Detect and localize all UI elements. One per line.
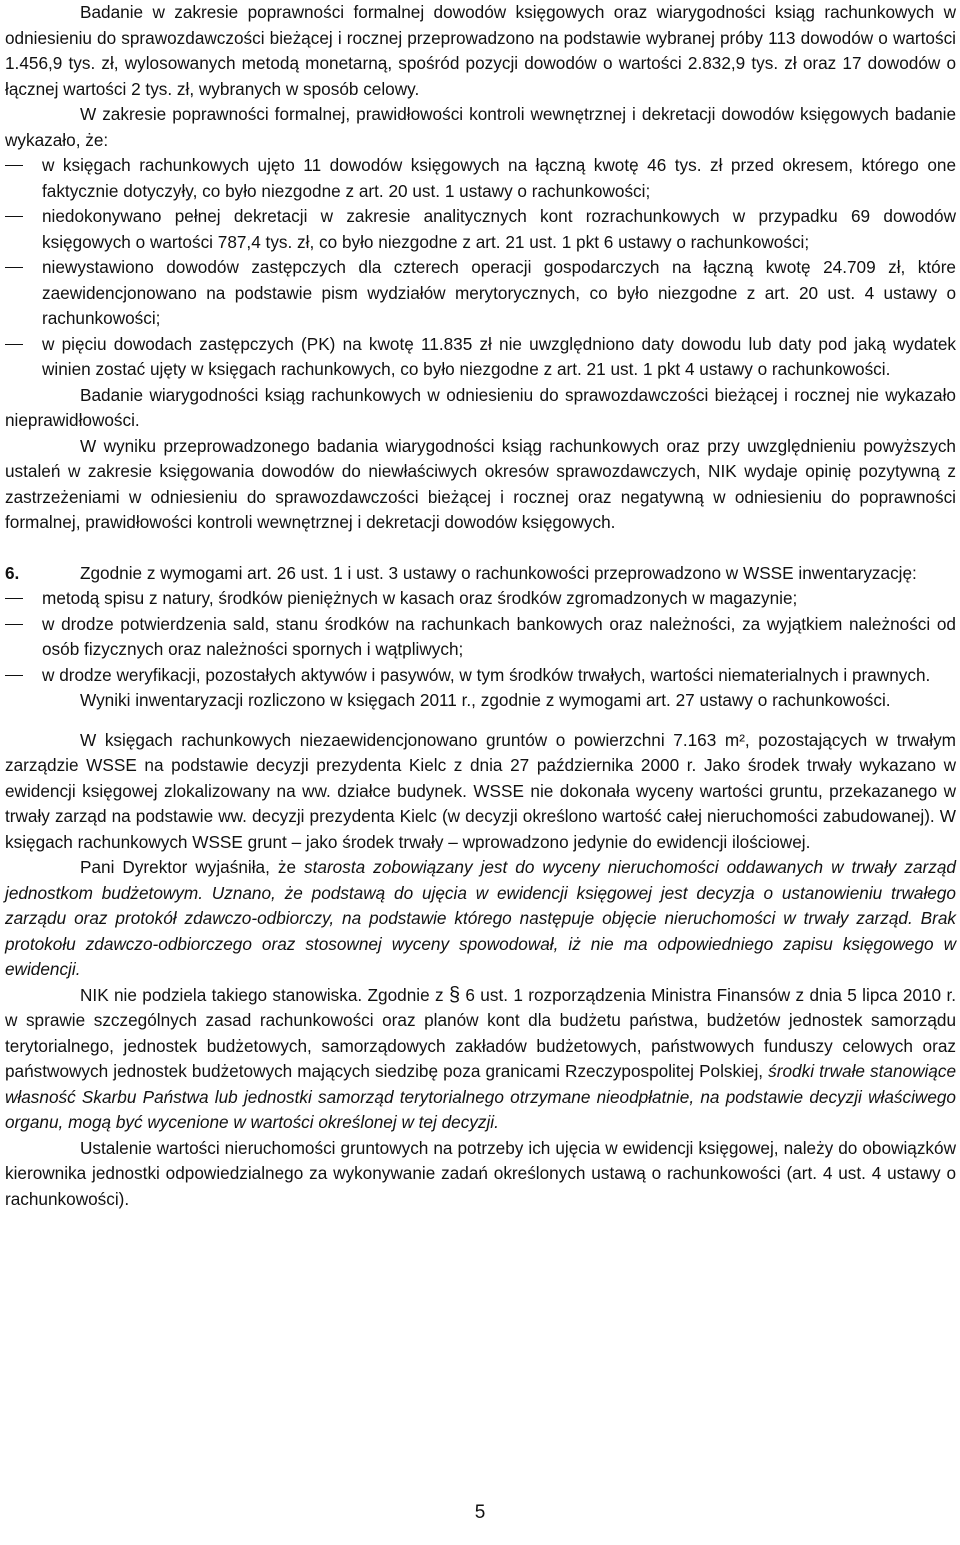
section-sign: § [448,983,461,1006]
explanation-plain: Pani Dyrektor wyjaśniła, że [80,857,305,877]
paragraph-director-explanation [5,855,956,983]
position-text-middle: 6 ust. 1 rozporządzenia Ministra Finansów z dnia 5 lipca 2010 r. w sprawie szczególnych zasad rachunkowości oraz planów kont dla budżetu państwa, budżetów jednostek samorządu terytorialnego, jednostek budżetowych, samorządowych zakładów budżetowych, państwowych funduszy celowych oraz państwowych jednostek budżetowych mających siedzibę poza granicami Rzeczypospolitej Polskiej, [5,984,956,1081]
position-text-start: NIK nie podziela takiego stanowiska. Zgodnie z [80,984,449,1005]
page-number: 5 [474,1502,486,1523]
list-item: w księgach rachunkowych ujęto 11 dowodów księgowych na łączną kwotę 46 tys. zł przed okresem, którego one faktycznie dotyczyły, co było niezgodne z art. 20 ust. 1 ustawy o rachunkowości; [5,153,956,204]
list-item: niewystawiono dowodów zastępczych dla czterech operacji gospodarczych na łączną kwotę 24.709 zł, które zaewidencjonowano na podstawie pism wydziałów merytorycznych, co było niezgodne z art. 20 ust. 4 ustawy o rachunkowości; [5,255,956,332]
regulation-quote: środki trwałe stanowiące własność Skarbu Państwa lub jednostki samorząd terytorialnego otrzymane nieodpłatnie, na podstawie decyzji właściwego organu, mogą być wycenione w wartości określonej w tej decyzji. [5,1061,957,1132]
paragraph-sample-scope: Badanie w zakresie poprawności formalnej dowodów księgowych oraz wiarygodności ksiąg rachunkowych w odniesieniu do sprawozdawczości bieżącej i rocznej przeprowadzono na podstawie wybranej próby 113 dowodów o wartości 1.456,9 tys. zł, wylosowanych metodą monetarną, spośród pozycji dowodów o wartości 2.832,9 tys. zł oraz 17 dowodów o łącznej wartości 2 tys. zł, wybranych w sposób celowy. [5,2,956,99]
spacer [5,536,956,561]
paragraph-inventory-results: Wyniki inwentaryzacji rozliczono w księgach 2011 r., zgodnie z wymogami art. 27 ustawy o rachunkowości. [80,690,891,710]
paragraph-reliability: Badanie wiarygodności ksiąg rachunkowych w odniesieniu do sprawozdawczości bieżącej i rocznej nie wykazało nieprawidłowości. [5,384,956,430]
findings-list [5,153,956,383]
list-item: w pięciu dowodach zastępczych (PK) na kwotę 11.835 zł nie uwzględniono daty dowodu lub daty pod jaką wydatek winien zostać ujęty w księgach rachunkowych, co było niezgodne z art. 21 ust. 1 pkt 4 ustawy o rachunkowości. [5,332,956,383]
paragraph-nik-position [5,983,956,1136]
document-page [5,0,956,1212]
explanation-quote: starosta zobowiązany jest do wyceny nieruchomości oddawanych w trwały zarząd jednostkom budżetowym. Uznano, że podstawą do ujęcia w ewidencji księgowej jest decyzja o ustanowieniu trwałego zarządu oraz protokół zdawczo-odbiorczy, na podstawie którego następuje objęcie nieruchomości w trwały zarząd. Brak protokołu zdawczo-odbiorczego oraz stosownej wyceny spowodował, iż nie ma odpowiedniego zapisu księgowego w ewidencji. [5,857,956,979]
section-text: Zgodnie z wymogami art. 26 ust. 1 i ust. 3 ustawy o rachunkowości przeprowadzono w WSSE inwentaryzację: [80,562,917,583]
paragraph-valuation-duty: Ustalenie wartości nieruchomości gruntowych na potrzeby ich ujęcia w ewidencji księgowej, należy do obowiązków kierownika jednostki odpowiedzialnego za wykonywanie zadań określonych ustawą o rachunkowości (art. 4 ust. 4 ustawy o rachunkowości). [5,1137,956,1209]
paragraph-audit-findings-intro: W zakresie poprawności formalnej, prawidłowości kontroli wewnętrznej i dekretacji dowodów księgowych badanie wykazało, że: [5,104,956,150]
list-item: w drodze potwierdzenia sald, stanu środków na rachunkach bankowych oraz należności, za wyjątkiem należności od osób fizycznych oraz należności spornych i wątpliwych; [5,612,956,663]
paragraph-land-not-recorded: W księgach rachunkowych niezaewidencjonowano gruntów o powierzchni 7.163 m², pozostających w trwałym zarządzie WSSE na podstawie decyzji prezydenta Kielc z dnia 27 października 2000 r. Jako środek trwały wykazano w ewidencji księgowej zlokalizowany na ww. działce budynek. WSSE nie dokonała wyceny wartości gruntu, przekazanego w trwały zarząd na podstawie ww. decyzji prezydenta Kielc (w decyzji określono wartość całej nieruchomości zabudowanej). W księgach rachunkowych WSSE grunt – jako środek trwały – wprowadzono jedynie do ewidencji ilościowej. [5,729,956,852]
list-item: w drodze weryfikacji, pozostałych aktywów i pasywów, w tym środków trwałych, wartości niematerialnych i prawnych. [5,663,956,689]
list-item: metodą spisu z natury, środków pieniężnych w kasach oraz środków zgromadzonych w magazynie; [5,586,956,612]
section-6 [5,561,956,587]
paragraph-nik-opinion: W wyniku przeprowadzonego badania wiarygodności ksiąg rachunkowych oraz przy uwzględnieniu powyższych ustaleń w zakresie księgowania dowodów do niewłaściwych okresów sprawozdawczych, NIK wydaje opinię pozytywną z zastrzeżeniami w odniesieniu do sprawozdawczości bieżącej i rocznej oraz negatywną w odniesieniu do poprawności formalnej, prawidłowości kontroli wewnętrznej i dekretacji dowodów księgowych. [5,435,956,532]
inventory-methods-list [5,586,956,688]
list-item: niedokonywano pełnej dekretacji w zakresie analitycznych kont rozrachunkowych w przypadku 69 dowodów księgowych o wartości 787,4 tys. zł, co było niezgodne z art. 21 ust. 1 pkt 6 ustawy o rachunkowości; [5,204,956,255]
spacer [5,714,956,728]
section-number: 6. [5,562,20,583]
